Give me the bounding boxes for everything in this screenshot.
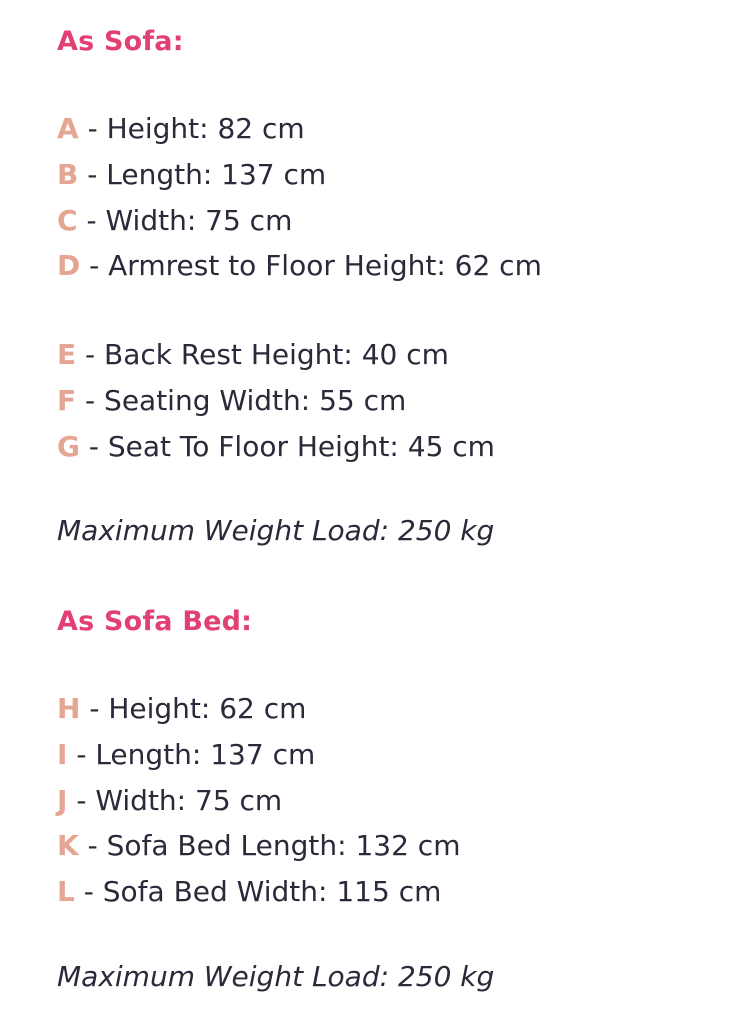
spec-text: Length: 137 cm bbox=[95, 737, 316, 771]
spec-letter: I bbox=[57, 737, 68, 771]
spec-separator: - bbox=[74, 875, 103, 909]
spec-separator: - bbox=[80, 692, 109, 725]
spec-row-l bbox=[57, 869, 460, 915]
spec-letter: L bbox=[57, 875, 75, 909]
spec-letter: E bbox=[57, 338, 77, 371]
spec-text: Armrest to Floor Height: 62 cm bbox=[108, 249, 542, 283]
sofa-bed-max-weight: Maximum Weight Load: 250 kg bbox=[57, 960, 495, 993]
spec-row-e bbox=[57, 332, 495, 378]
sofa-bed-heading: As Sofa Bed: bbox=[57, 606, 253, 637]
spec-letter: G bbox=[57, 429, 80, 463]
spec-letter: D bbox=[57, 249, 81, 283]
sofa-bed-dimensions-list bbox=[57, 686, 460, 915]
spec-separator: - bbox=[77, 203, 106, 237]
spec-separator: - bbox=[67, 737, 96, 771]
spec-text: Back Rest Height: 40 cm bbox=[104, 338, 449, 371]
spec-separator: - bbox=[67, 783, 96, 817]
spec-text: Seating Width: 55 cm bbox=[104, 383, 407, 417]
spec-separator: - bbox=[80, 249, 109, 283]
spec-text: Width: 75 cm bbox=[95, 783, 283, 817]
sofa-dimensions-list bbox=[57, 106, 542, 289]
spec-letter: K bbox=[57, 829, 79, 863]
spec-row-a bbox=[57, 106, 542, 152]
spec-row-f bbox=[57, 378, 495, 424]
spec-letter: H bbox=[57, 692, 81, 725]
spec-row-c bbox=[57, 198, 542, 244]
spec-row-k bbox=[57, 823, 460, 869]
spec-text: Length: 137 cm bbox=[106, 157, 327, 191]
spec-separator: - bbox=[79, 429, 108, 463]
spec-row-g bbox=[57, 424, 495, 470]
sofa-heading: As Sofa: bbox=[57, 26, 184, 57]
spec-letter: C bbox=[57, 203, 78, 237]
spec-text: Sofa Bed Length: 132 cm bbox=[106, 829, 461, 863]
spec-row-j bbox=[57, 778, 460, 824]
sofa-max-weight: Maximum Weight Load: 250 kg bbox=[57, 514, 495, 547]
spec-text: Width: 75 cm bbox=[105, 203, 293, 237]
spec-separator: - bbox=[78, 157, 107, 191]
spec-text: Height: 82 cm bbox=[106, 112, 305, 145]
spec-letter: J bbox=[57, 783, 68, 817]
spec-separator: - bbox=[78, 829, 107, 863]
spec-separator: - bbox=[76, 338, 105, 371]
spec-letter: B bbox=[57, 157, 79, 191]
spec-row-h bbox=[57, 686, 460, 732]
spec-separator: - bbox=[76, 383, 105, 417]
spec-row-d bbox=[57, 243, 542, 289]
spec-separator: - bbox=[78, 112, 107, 145]
spec-row-i bbox=[57, 732, 460, 778]
spec-text: Height: 62 cm bbox=[108, 692, 307, 725]
spec-text: Seat To Floor Height: 45 cm bbox=[107, 429, 495, 463]
spec-letter: A bbox=[57, 112, 79, 145]
spec-text: Sofa Bed Width: 115 cm bbox=[102, 875, 442, 909]
spec-row-b bbox=[57, 152, 542, 198]
spec-letter: F bbox=[57, 383, 77, 417]
sofa-seating-list bbox=[57, 332, 495, 469]
